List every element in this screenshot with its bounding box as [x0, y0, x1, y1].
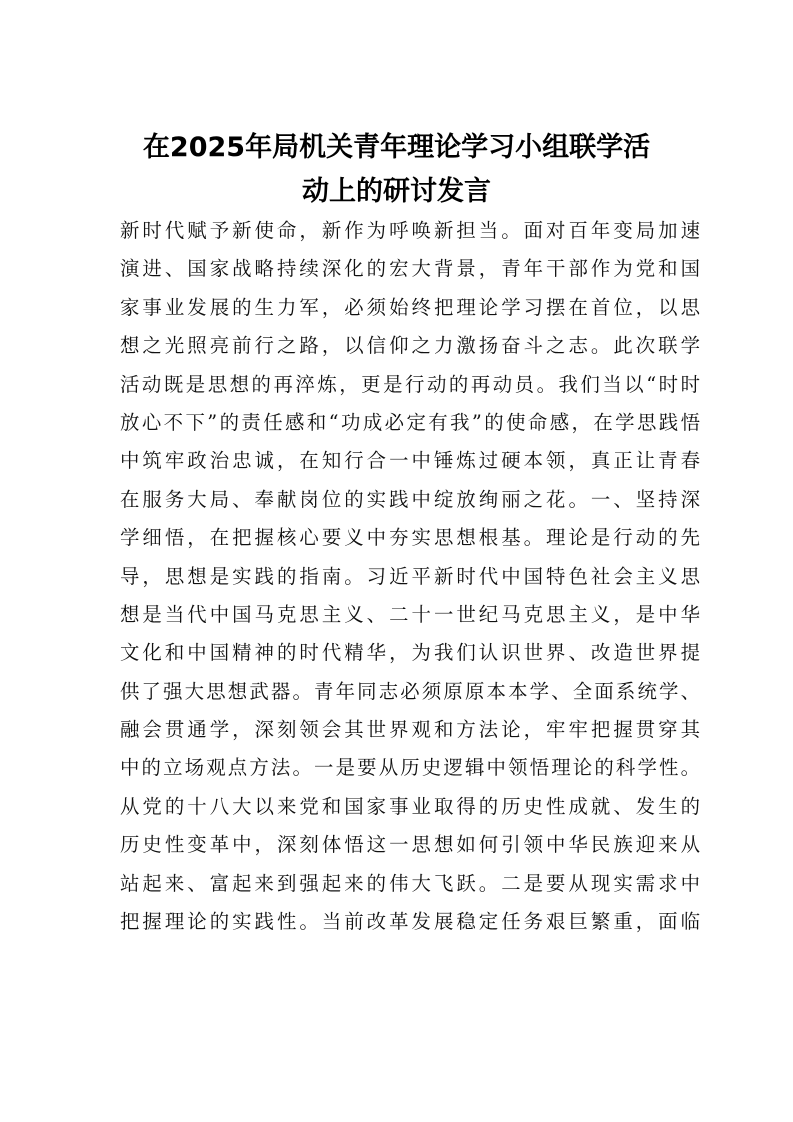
body-line-text: 中筑牢政治忠诚，在知行合一中锤炼过硬本领，真正让青春 [120, 449, 700, 473]
body-line [120, 366, 700, 404]
body-line-text: 站起来、富起来到强起来的伟大飞跃。二是要从现实需求中 [120, 871, 700, 895]
body-line-text: 历史性变革中，深刻体悟这一思想如何引领中华民族迎来从 [120, 833, 700, 857]
body-line [120, 404, 700, 442]
body-line-text: 想是当代中国马克思主义、二十一世纪马克思主义，是中华 [120, 602, 700, 626]
body-line-text: 放心不下”的责任感和“功成必定有我”的使命感，在学思践悟 [120, 410, 700, 434]
body-line [120, 558, 700, 596]
body-line [120, 865, 700, 903]
body-line [120, 826, 700, 864]
body-line-text: 家事业发展的生力军，必须始终把理论学习摆在首位，以思 [120, 295, 700, 319]
document-title-line-2: 动上的研讨发言 [302, 176, 491, 207]
body-line-text: 学细悟，在把握核心要义中夯实思想根基。理论是行动的先 [120, 526, 700, 550]
body-line-text: 中的立场观点方法。一是要从历史逻辑中领悟理论的科学性。 [120, 756, 700, 780]
body-line-text: 供了强大思想武器。青年同志必须原原本本学、全面系统学、 [120, 679, 700, 703]
body-line [120, 327, 700, 365]
body-line [120, 673, 700, 711]
body-line [120, 481, 700, 519]
body-line [120, 519, 700, 557]
body-line [120, 442, 700, 480]
body-line-text: 融会贯通学，深刻领会其世界观和方法论，牢牢把握贯穿其 [120, 718, 700, 742]
body-line-text: 导，思想是实践的指南。习近平新时代中国特色社会主义思 [120, 564, 700, 588]
body-line-text: 演进、国家战略持续深化的宏大背景，青年干部作为党和国 [120, 257, 700, 281]
body-line [120, 596, 700, 634]
body-line-text: 在服务大局、奉献岗位的实践中绽放绚丽之花。一、坚持深 [120, 487, 700, 511]
body-line [120, 711, 700, 749]
body-line [120, 788, 700, 826]
body-line [120, 749, 700, 787]
body-line [120, 634, 700, 672]
document-title-line-1: 在2025年局机关青年理论学习小组联学活 [142, 132, 651, 163]
body-line-text: 新时代赋予新使命，新作为呼唤新担当。面对百年变局加速 [120, 219, 700, 242]
body-line-text: 想之光照亮前行之路，以信仰之力激扬奋斗之志。此次联学 [120, 334, 700, 358]
body-line [120, 212, 700, 250]
body-line-text: 文化和中国精神的时代精华，为我们认识世界、改造世界提 [120, 641, 700, 665]
body-line-text: 把握理论的实践性。当前改革发展稳定任务艰巨繁重，面临 [120, 910, 700, 934]
body-line [120, 289, 700, 327]
body-line [120, 250, 700, 288]
document-body [120, 212, 700, 941]
body-line-text: 从党的十八大以来党和国家事业取得的历史性成就、发生的 [120, 794, 700, 818]
body-line [120, 903, 700, 941]
body-line-text: 活动既是思想的再淬炼，更是行动的再动员。我们当以“时时 [120, 372, 700, 396]
